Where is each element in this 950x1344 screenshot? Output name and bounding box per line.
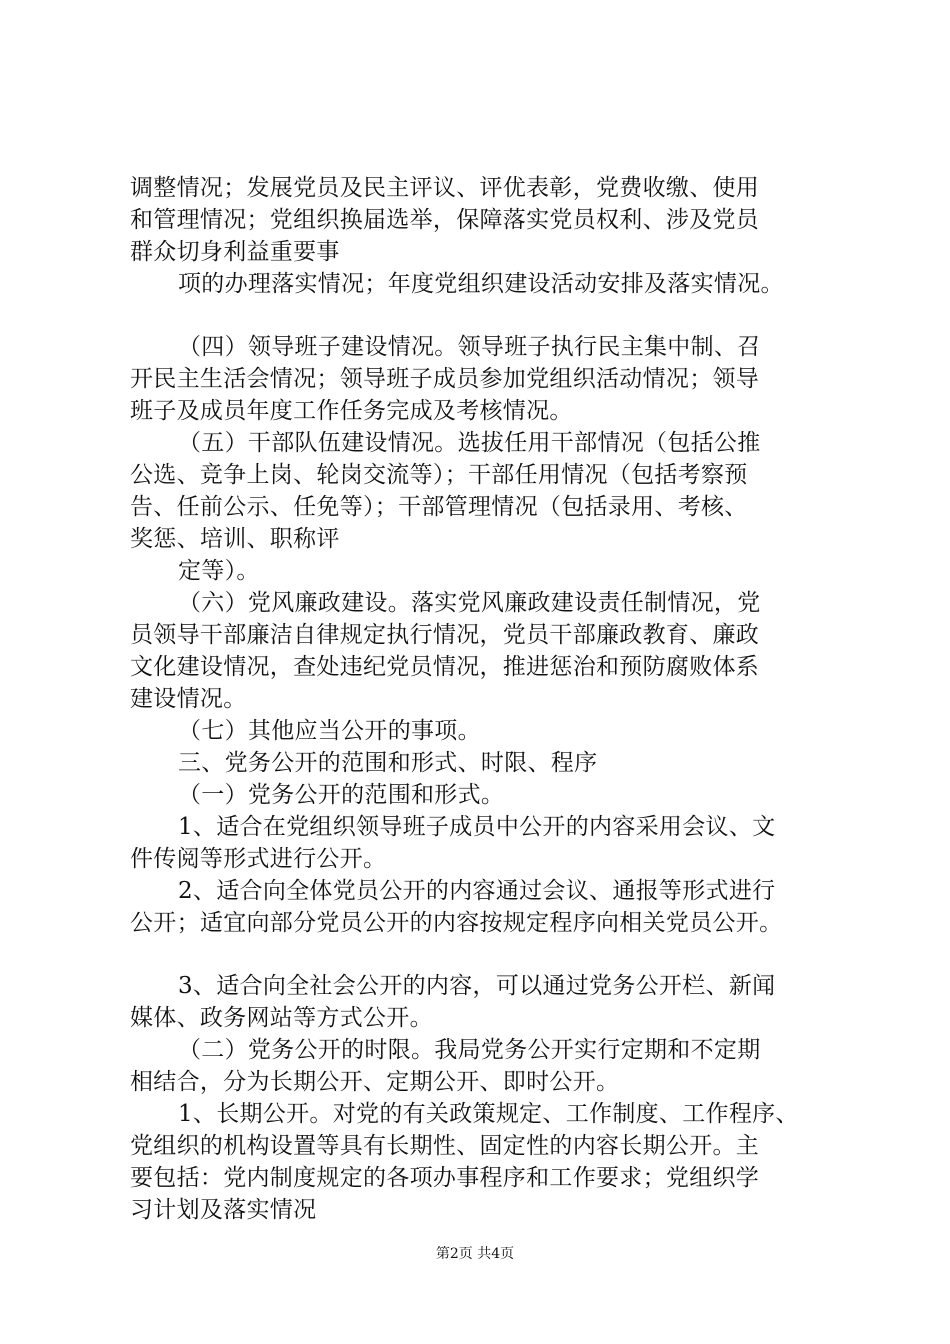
text-line: 3、适合向全社会公开的内容，可以通过党务公开栏、新闻 <box>178 973 776 999</box>
text-line: 1、长期公开。对党的有关政策规定、工作制度、工作程序、 <box>178 1101 799 1127</box>
text-line: （一）党务公开的范围和形式。 <box>178 782 505 808</box>
text-line: （七）其他应当公开的事项。 <box>178 718 481 744</box>
text-line: 员领导干部廉洁自律规定执行情况，党员干部廉政教育、廉政 <box>130 622 760 648</box>
text-line: 调整情况；发展党员及民主评议、评优表彰，党费收缴、使用 <box>130 175 760 201</box>
text-line: 党组织的机构设置等具有长期性、固定性的内容长期公开。主 <box>130 1133 760 1159</box>
text-line: 要包括：党内制度规定的各项办事程序和工作要求；党组织学 <box>130 1165 760 1191</box>
paragraph-gap <box>130 939 850 970</box>
text-line: 媒体、政务网站等方式公开。 <box>130 1005 433 1031</box>
paragraph-gap <box>130 300 850 331</box>
text-line: 定等）。 <box>178 558 260 584</box>
text-line: 告、任前公示、任免等）；干部管理情况（包括录用、考核、 <box>130 494 748 520</box>
text-line: （四）领导班子建设情况。领导班子执行民主集中制、召 <box>178 334 761 360</box>
text-line: 相结合，分为长期公开、定期公开、即时公开。 <box>130 1069 620 1095</box>
text-line: 群众切身利益重要事 <box>130 239 340 265</box>
text-line: （五）干部队伍建设情况。选拔任用干部情况（包括公推 <box>178 430 761 456</box>
text-line: 班子及成员年度工作任务完成及考核情况。 <box>130 398 573 424</box>
text-line: 文化建设情况，查处违纪党员情况，推进惩治和预防腐败体系 <box>130 654 760 680</box>
text-line: 开民主生活会情况；领导班子成员参加党组织活动情况；领导 <box>130 366 760 392</box>
text-line: 公开；适宜向部分党员公开的内容按规定程序向相关党员公开。 <box>130 910 783 936</box>
text-line: 习计划及落实情况 <box>130 1197 317 1223</box>
text-line: 和管理情况；党组织换届选举，保障落实党员权利、涉及党员 <box>130 207 760 233</box>
text-line: 奖惩、培训、职称评 <box>130 526 340 552</box>
text-line: 1、适合在党组织领导班子成员中公开的内容采用会议、文 <box>178 814 776 840</box>
text-line: 建设情况。 <box>130 686 247 712</box>
text-line: （六）党风廉政建设。落实党风廉政建设责任制情况，党 <box>178 590 761 616</box>
text-line: 项的办理落实情况；年度党组织建设活动安排及落实情况。 <box>178 271 784 297</box>
page-footer: 第2页 共4页 <box>435 1246 515 1262</box>
text-line: （二）党务公开的时限。我局党务公开实行定期和不定期 <box>178 1037 761 1063</box>
text-line: 件传阅等形式进行公开。 <box>130 846 387 872</box>
text-line: 公选、竞争上岗、轮岗交流等）；干部任用情况（包括考察预 <box>130 462 748 488</box>
text-line: 2、适合向全体党员公开的内容通过会议、通报等形式进行 <box>178 878 776 904</box>
document-body <box>130 172 850 1226</box>
text-line: 三、党务公开的范围和形式、时限、程序 <box>178 750 598 776</box>
